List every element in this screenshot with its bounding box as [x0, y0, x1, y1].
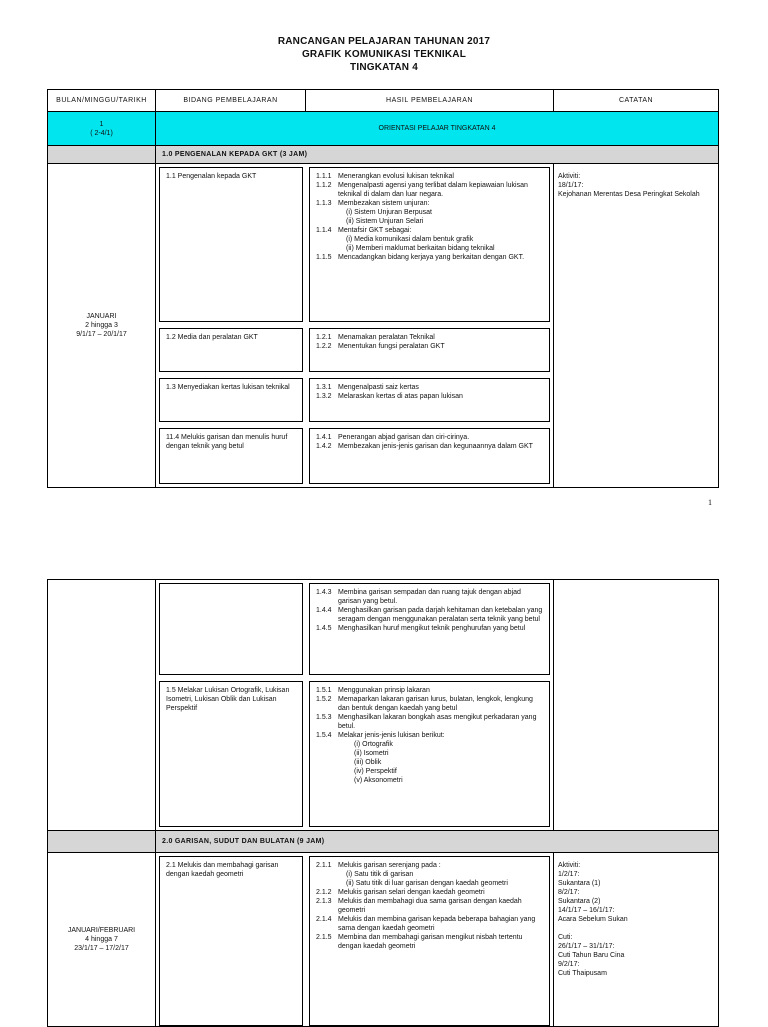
cont-topics: [156, 580, 554, 831]
topic-title: 1.3 Menyediakan kertas lukisan teknikal: [159, 378, 303, 422]
note-line: 9/2/17:: [558, 961, 580, 968]
topic-outcomes: [309, 378, 550, 422]
outcome-subitem: (i) Satu titik di garisan: [346, 871, 414, 878]
note-line: Sukantara (1): [558, 880, 601, 887]
outcome-item: 2.1.2 Melukis garisan selari dengan kaedah geometri: [316, 889, 485, 896]
outcome-item: 1.1.3 Membezakan sistem unjuran:: [316, 200, 430, 207]
note-line: Cuti Thaipusam: [558, 970, 607, 977]
outcome-item: 1.1.2 Mengenalpasti agensi yang terlibat dalam kepiawaian lukisan teknikal di dalam dan luar negara.: [316, 182, 528, 198]
topic-outcomes: [309, 681, 550, 827]
topic-title: 1.5 Melakar Lukisan Ortografik, Lukisan Isometri, Lukisan Oblik dan Lukisan Perspektif: [159, 681, 303, 827]
topic-outcomes: [309, 328, 550, 372]
orientation-week-cell: [48, 112, 156, 146]
topic-row: [156, 375, 553, 425]
note-line: Cuti Tahun Baru Cina: [558, 952, 625, 959]
section2-topics: [156, 853, 554, 1027]
doc-title: RANCANGAN PELAJARAN TAHUNAN 2017: [277, 36, 491, 47]
topic-title: 2.1 Melukis dan membahagi garisan dengan kaedah geometri: [159, 856, 303, 1026]
section1-notes: [554, 164, 719, 488]
section2-period: [48, 853, 156, 1027]
note-line: 26/1/17 – 31/1/17:: [558, 943, 615, 950]
col-header-outcome: HASIL PEMBELAJARAN: [306, 90, 554, 112]
outcome-subitem: (v) Aksonometri: [354, 777, 403, 784]
outcome-subitem: (ii) Satu titik di luar garisan dengan kaedah geometri: [346, 880, 508, 887]
outcome-item: 1.4.3 Membina garisan sempadan dan ruang tajuk dengan abjad garisan yang betul.: [316, 589, 521, 605]
section1-month: JANUARI: [86, 313, 117, 320]
note-line: Kejohanan Merentas Desa Peringkat Sekolah: [558, 191, 700, 198]
topic-title: 1.2 Media dan peralatan GKT: [159, 328, 303, 372]
outcome-item: 1.5.2 Memaparkan lakaran garisan lurus, bulatan, lengkok, lengkung dan bentuk dengan kaedah yang betul: [316, 696, 533, 712]
outcome-item: 1.5.1 Menggunakan prinsip lakaran: [316, 687, 430, 694]
outcome-subitem: (i) Ortografik: [354, 741, 393, 748]
outcome-item: 1.3.2 Melaraskan kertas di atas papan lukisan: [316, 393, 463, 400]
note-line: [558, 924, 714, 933]
doc-level: TINGKATAN 4: [350, 62, 418, 73]
section1-dates: 9/1/17 – 20/1/17: [76, 331, 127, 338]
outcome-item: 1.5.3 Menghasilkan lakaran bongkah asas mengikut perkadaran yang betul.: [316, 714, 537, 730]
topic-outcomes: [309, 583, 550, 675]
note-line: Sukantara (2): [558, 898, 601, 905]
outcome-item: 1.3.1 Mengenalpasti saiz kertas: [316, 384, 419, 391]
section2-month: JANUARI/FEBRUARI: [67, 927, 136, 934]
topic-row: [156, 164, 553, 325]
col-header-notes: CATATAN: [554, 90, 719, 112]
outcome-item: 1.5.4 Melakar jenis-jenis lukisan berikut:: [316, 732, 445, 739]
plan-table-page1: [47, 89, 719, 488]
section1-weeks: 2 hingga 3: [85, 322, 118, 329]
note-line: 14/1/17 – 16/1/17:: [558, 907, 615, 914]
note-line: Aktiviti:: [558, 862, 581, 869]
page-number: 1: [708, 498, 712, 507]
topic-outcomes: [309, 167, 550, 322]
outcome-item: 2.1.4 Melukis dan membina garisan kepada beberapa bahagian yang sama dengan kaedah geometri: [316, 916, 536, 932]
topic-title: 1.1 Pengenalan kepada GKT: [159, 167, 303, 322]
col-header-week: BULAN/MINGGU/TARIKH: [48, 90, 156, 112]
topic-title-empty: [159, 583, 303, 675]
section2-dates: 23/1/17 – 17/2/17: [74, 945, 129, 952]
col-header-field: BIDANG PEMBELAJARAN: [156, 90, 306, 112]
section1-topics: [156, 164, 554, 488]
section2-weeks: 4 hingga 7: [85, 936, 118, 943]
section-title-2: 2.0 GARISAN, SUDUT DAN BULATAN (9 JAM): [156, 831, 719, 853]
outcome-subitem: (ii) Isometri: [354, 750, 389, 757]
outcome-item: 2.1.1 Melukis garisan serenjang pada :: [316, 862, 441, 869]
outcome-subitem: (ii) Memberi maklumat berkaitan bidang teknikal: [346, 245, 495, 252]
orientation-week: 1: [99, 120, 104, 128]
section2-notes: [554, 853, 719, 1027]
orientation-dates: ( 2-4/1): [90, 129, 113, 137]
outcome-subitem: (i) Media komunikasi dalam bentuk grafik: [346, 236, 474, 243]
topic-row: [156, 580, 553, 678]
outcome-subitem: (iii) Oblik: [354, 759, 382, 766]
outcome-subitem: (i) Sistem Unjuran Berpusat: [346, 209, 432, 216]
topic-row: [156, 678, 553, 830]
outcome-item: 1.1.1 Menerangkan evolusi lukisan teknikal: [316, 173, 454, 180]
topic-title: 11.4 Melukis garisan dan menulis huruf dengan teknik yang betul: [159, 428, 303, 484]
outcome-item: 2.1.3 Melukis dan membahagi dua sama garisan dengan kaedah geometri: [316, 898, 522, 914]
orientation-label: ORIENTASI PELAJAR TINGKATAN 4: [156, 112, 719, 146]
doc-subject: GRAFIK KOMUNIKASI TEKNIKAL: [301, 49, 467, 60]
outcome-subitem: (iv) Perspektif: [354, 768, 397, 775]
note-line: Aktiviti:: [558, 173, 581, 180]
section-spacer: [48, 146, 156, 164]
topic-outcomes: [309, 856, 550, 1026]
cont-notes: [554, 580, 719, 831]
outcome-item: 1.2.2 Menentukan fungsi peralatan GKT: [316, 343, 445, 350]
note-line: 1/2/17:: [558, 871, 580, 878]
outcome-item: 1.4.4 Menghasilkan garisan pada darjah kehitaman dan ketebalan yang seragam dengan menggunakan peralatan serta teknik yang betul: [316, 607, 543, 623]
topic-row: [156, 325, 553, 375]
outcome-item: 1.1.5 Mencadangkan bidang kerjaya yang berkaitan dengan GKT.: [316, 254, 525, 261]
plan-table-page2: [47, 579, 719, 1027]
outcome-item: 1.2.1 Menamakan peralatan Teknikal: [316, 334, 435, 341]
note-line: 8/2/17:: [558, 889, 580, 896]
note-line: 18/1/17:: [558, 182, 584, 189]
outcome-subitem: (ii) Sistem Unjuran Selari: [346, 218, 424, 225]
section-title-1: 1.0 PENGENALAN KEPADA GKT (3 JAM): [156, 146, 719, 164]
cont-period: [48, 580, 156, 831]
outcome-item: 1.4.2 Membezakan jenis-jenis garisan dan kegunaannya dalam GKT: [316, 443, 533, 450]
topic-row: [156, 425, 553, 487]
note-line: Acara Sebelum Sukan: [558, 916, 628, 923]
section-spacer: [48, 831, 156, 853]
outcome-item: 1.4.5 Menghasilkan huruf mengikut teknik penghurufan yang betul: [316, 625, 526, 632]
note-line: Cuti:: [558, 934, 573, 941]
topic-row: [156, 853, 553, 1026]
outcome-item: 2.1.5 Membina dan membahagi garisan mengikut nisbah tertentu dengan kaedah geometri: [316, 934, 523, 950]
section1-period: [48, 164, 156, 488]
outcome-item: 1.1.4 Mentafsir GKT sebagai:: [316, 227, 412, 234]
outcome-item: 1.4.1 Penerangan abjad garisan dan ciri-cirinya.: [316, 434, 470, 441]
topic-outcomes: [309, 428, 550, 484]
